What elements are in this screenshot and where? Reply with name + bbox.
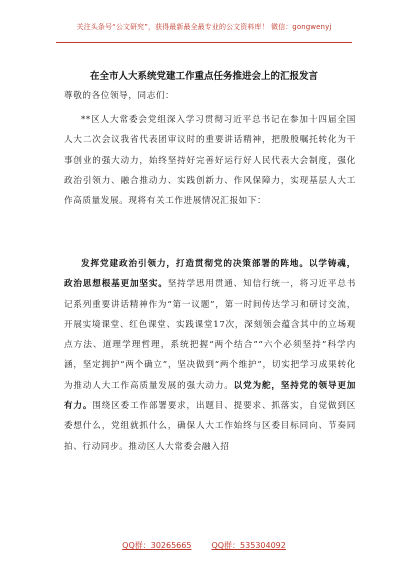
footer-qq-group-1[interactable]: QQ群：30265665 xyxy=(122,541,192,550)
header-divider xyxy=(56,42,352,43)
paragraph-intro: **区人大常委会党组深入学习贯彻习近平总书记在参加十四届全国人大二次会议我省代表团审议时的重要讲话精神，把殷殷嘱托转化为干事创业的强大动力，始终坚持好完善好运行好人民代表大会制度，强化政治引领力、融合推动力、实践创新力、作风保障力，实现基层人大工作高质量发展。现将有关工作进展情况汇报如下： xyxy=(64,115,356,207)
document-title: 在全市人大系统党建工作重点任务推进会上的汇报发言 xyxy=(89,71,318,82)
footer xyxy=(0,540,408,551)
salutation: 尊敬的各位领导，同志们： xyxy=(64,91,175,101)
subsection-body-text: 围绕区委工作部署要求，出题目、提要求、抓落实，自觉做到区委想什么，党组就抓什么，确保人大工作始终与区委目标同向、节奏同拍、行动同步。推动区人大常委会融入招 xyxy=(64,401,356,452)
subsection-heading-bold: 以党为舵，坚持党的领导更加有力。 xyxy=(64,380,356,412)
paragraph-section-one xyxy=(64,254,356,457)
header-banner: 关注头条号“公文研究”，获得最新最全最专业的公文资料库！ 微信：gongwenyj xyxy=(76,23,332,31)
section-body-text: 坚持学思用贯通、知信行统一，将习近平总书记系列重要讲话精神作为“第一议题”，第一时间传达学习和研讨交流，开展实境课堂、红色课堂、实践课堂17次，深刻领会蕴含其中的立场观点方法、道理学理哲理，系统把握“两个结合”“六个必须坚持”科学内涵，坚定拥护“两个确立”，坚决做到“两个维护”，切实把学习成果转化为推动人大工作高质量发展的强大动力。 xyxy=(64,279,356,391)
section-heading-bold: 发挥党建政治引领力，打造贯彻党的决策部署的阵地。以学铸魂，政治思想根基更加坚实。 xyxy=(64,259,356,290)
footer-qq-group-2[interactable]: QQ群：535304092 xyxy=(211,541,286,550)
